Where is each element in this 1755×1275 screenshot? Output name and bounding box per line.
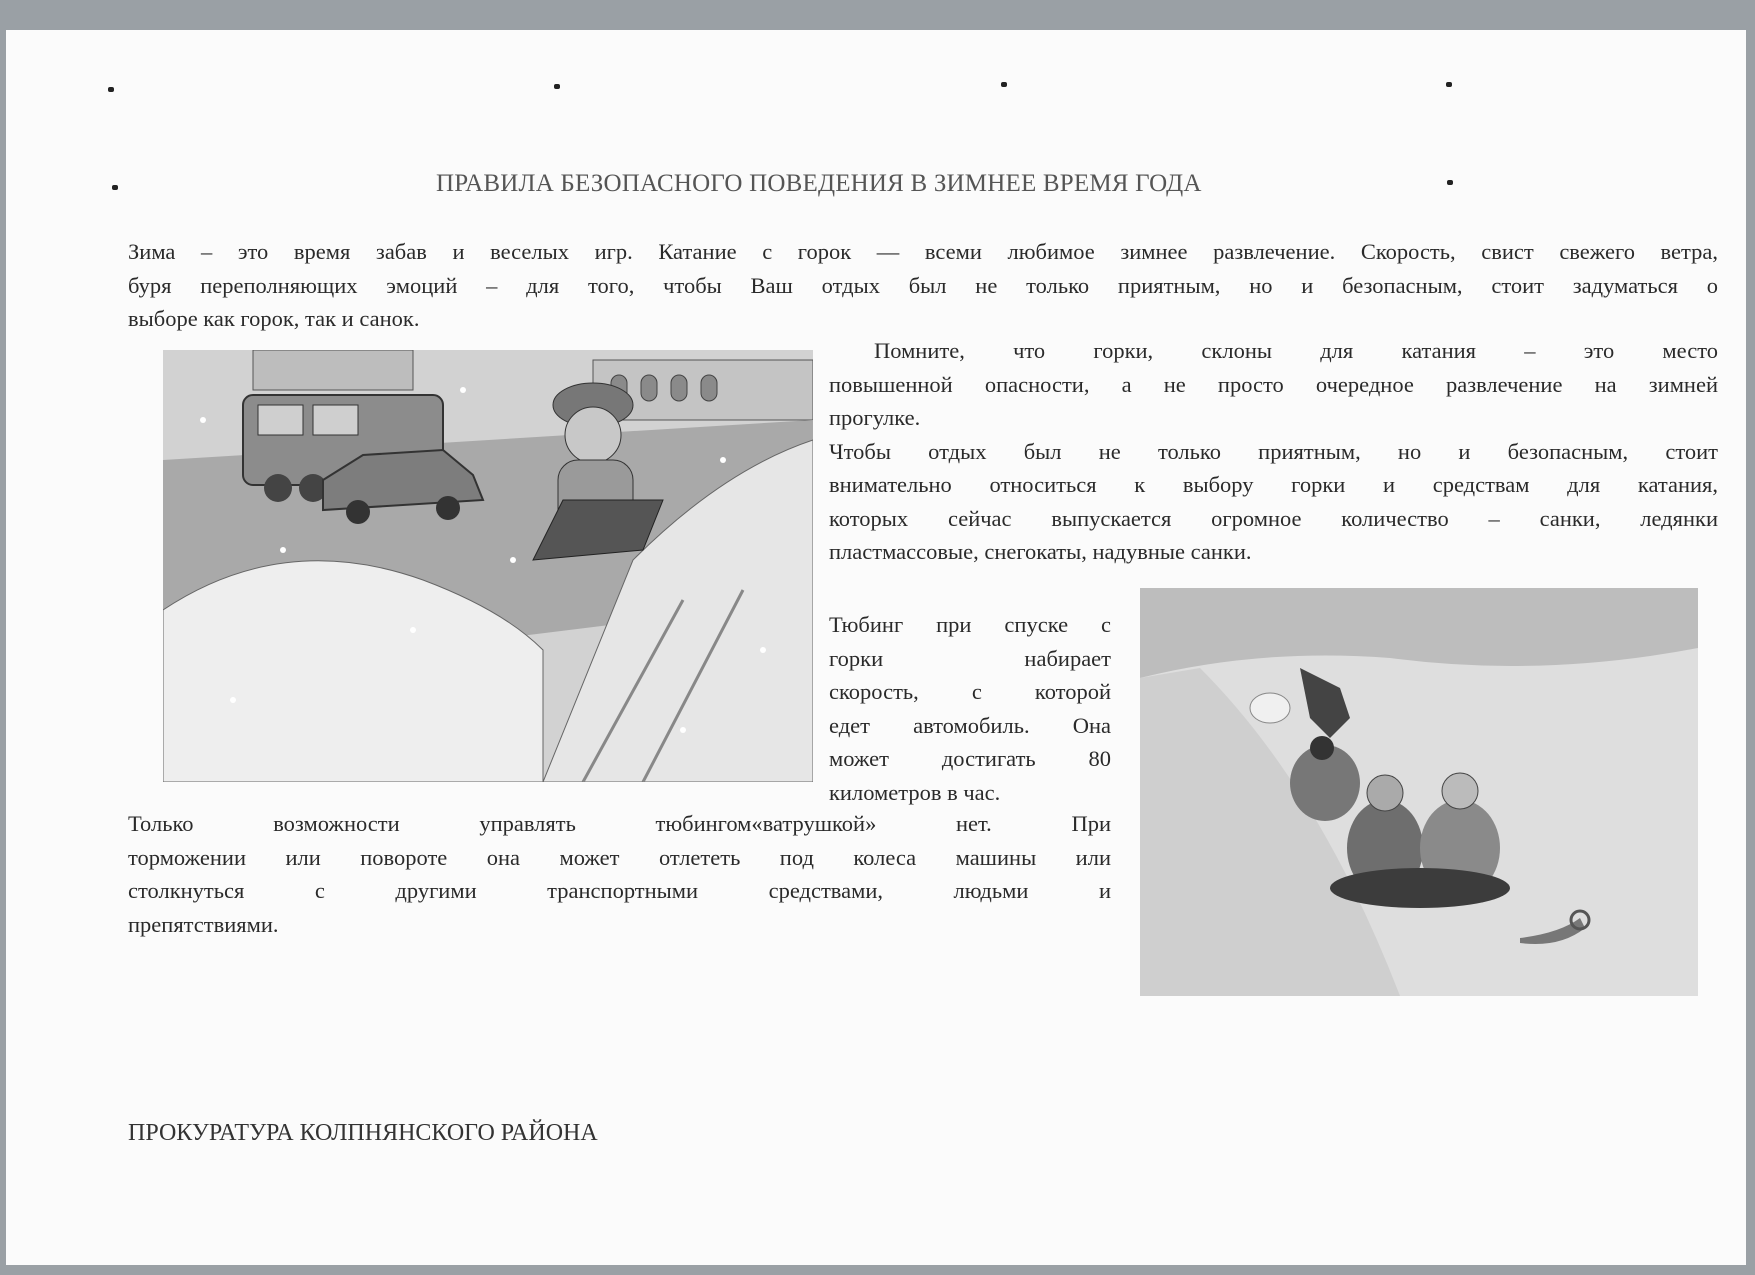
intro-line: буря переполняющих эмоций – для того, чтобы Ваш отдых был не только приятным, но и безопасным, стоит задуматься о xyxy=(128,272,1718,298)
tubing-line: скорость, с которой xyxy=(829,679,1111,704)
tubing-line: километров в час. xyxy=(829,779,1001,805)
right-line: прогулке. xyxy=(829,405,921,430)
scan-mark xyxy=(112,185,118,190)
tubing-line: горки набирает xyxy=(829,645,1111,671)
intro-paragraph xyxy=(128,235,1718,336)
scan-border-bottom xyxy=(0,1265,1755,1275)
right-line: которых сейчас выпускается огромное количество – санки, ледянки xyxy=(829,505,1718,531)
scan-mark xyxy=(1446,82,1452,87)
bottom-paragraph xyxy=(128,807,1111,941)
right-line: Помните, что горки, склоны для катания – это место xyxy=(874,338,1718,363)
bottom-line: столкнуться с другими транспортными средствами, людьми и xyxy=(128,878,1111,903)
scan-mark xyxy=(1001,82,1007,87)
right-line: пластмассовые, снегокаты, надувные санки. xyxy=(829,539,1252,564)
children-sledding-photo xyxy=(1140,588,1698,996)
bottom-line: торможении или повороте она может отлететь под колеса машины или xyxy=(128,844,1111,870)
intro-line: выборе как горок, так и санок. xyxy=(128,306,420,331)
tubing-line: Тюбинг при спуске с xyxy=(829,612,1111,637)
right-paragraph xyxy=(829,334,1718,569)
tubing-line: может достигать 80 xyxy=(829,746,1111,771)
scan-mark xyxy=(1447,180,1453,185)
right-line: внимательно относиться к выбору горки и средствам для катания, xyxy=(829,472,1718,497)
footer-signature: ПРОКУРАТУРА КОЛПНЯНСКОГО РАЙОНА xyxy=(128,1120,598,1146)
scan-mark xyxy=(108,87,114,92)
bottom-line: препятствиями. xyxy=(128,911,279,937)
right-line: повышенной опасности, а не просто очередное развлечение на зимней xyxy=(829,371,1718,397)
scan-mark xyxy=(554,84,560,89)
sledding-illustration xyxy=(163,350,813,782)
page-title: ПРАВИЛА БЕЗОПАСНОГО ПОВЕДЕНИЯ В ЗИМНЕЕ ВРЕМЯ ГОДА xyxy=(436,170,1202,197)
intro-line: Зима – это время забав и веселых игр. Катание с горок — всеми любимое зимнее развлечение. Скорость, свист свежего ветра, xyxy=(128,239,1718,264)
right-line: Чтобы отдых был не только приятным, но и безопасным, стоит xyxy=(829,438,1718,464)
document-page xyxy=(6,30,1746,1265)
bottom-line: Только возможности управлять тюбингом«ватрушкой» нет. При xyxy=(128,811,1111,836)
tubing-line: едет автомобиль. Она xyxy=(829,712,1111,738)
tubing-paragraph xyxy=(829,608,1111,809)
